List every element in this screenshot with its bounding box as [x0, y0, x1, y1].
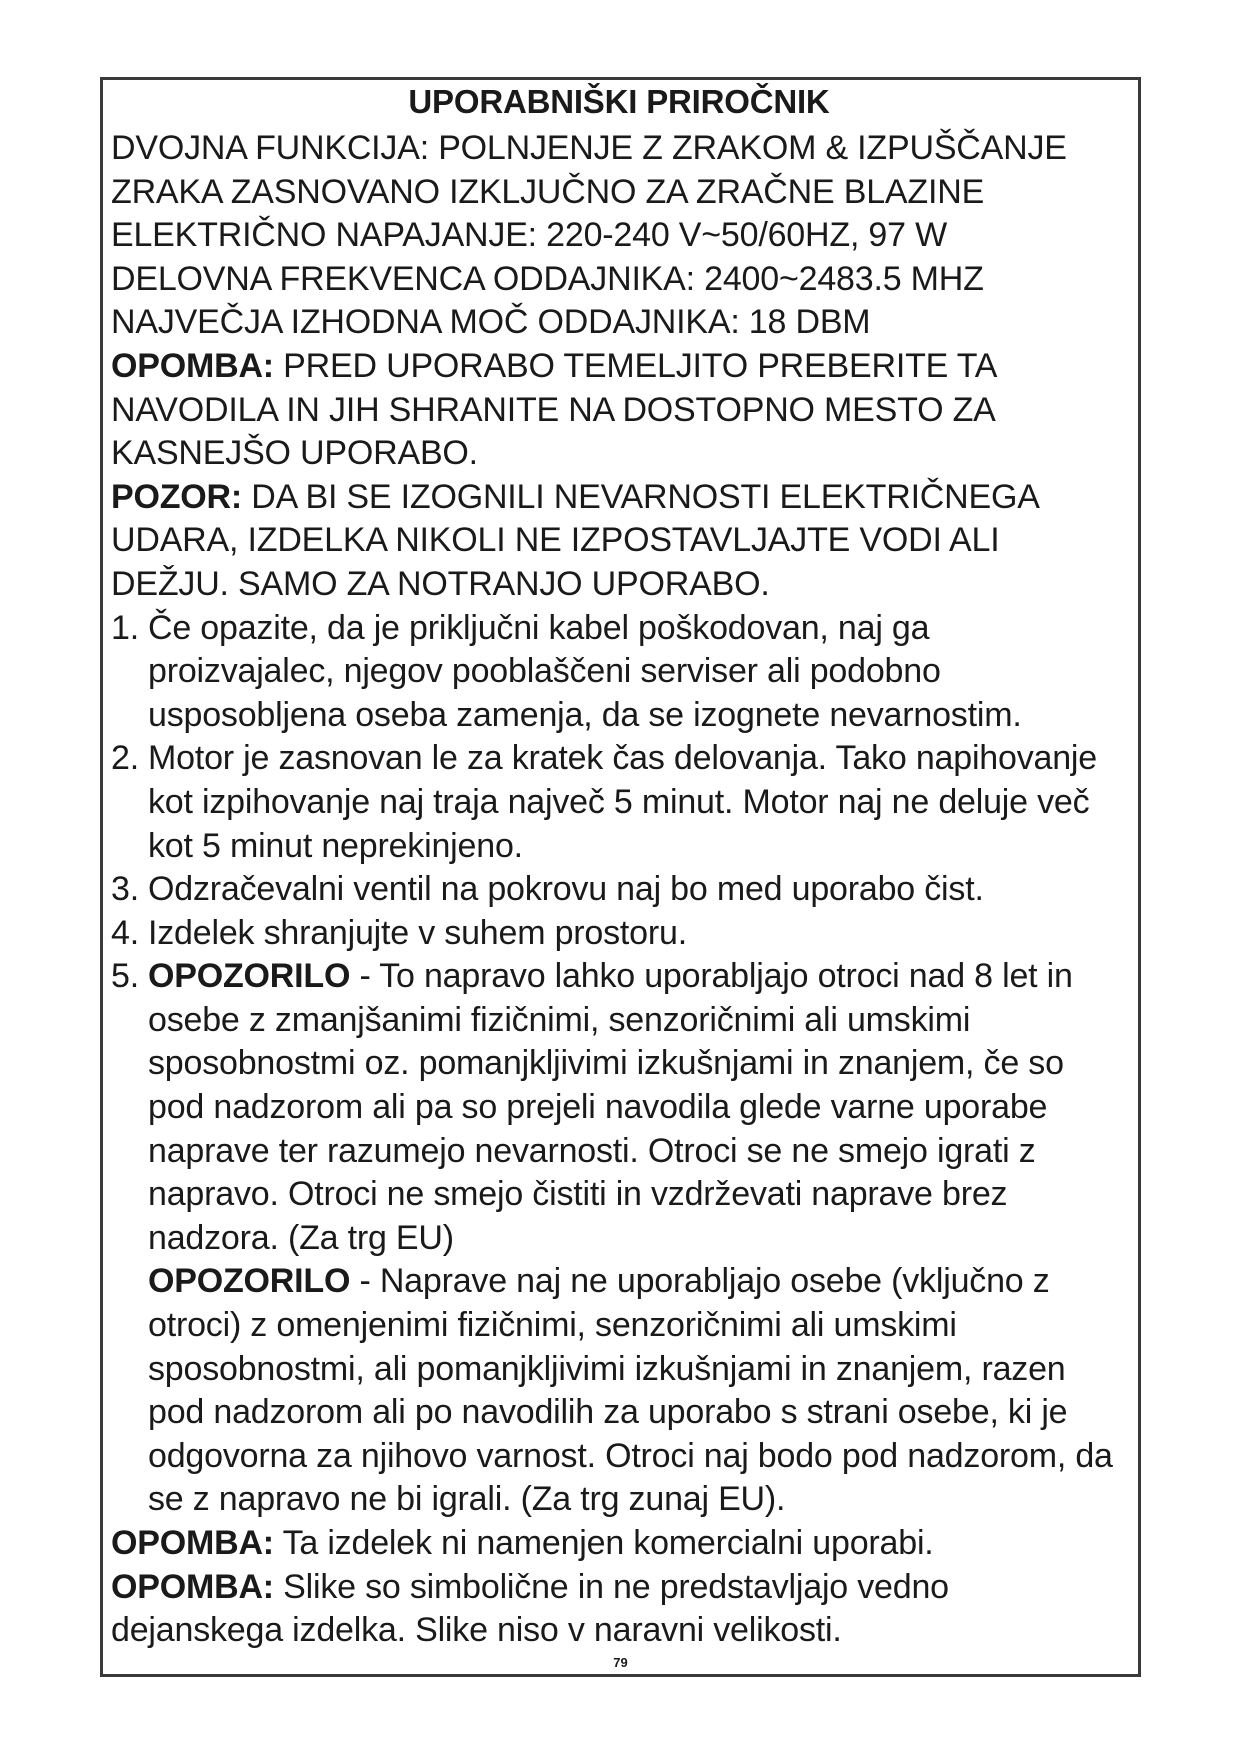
warning-text: otroci) z omenjenimi fizičnimi, senzoričnimi ali umskimi — [148, 1306, 957, 1345]
spec-line: NAJVEČJA IZHODNA MOČ ODDAJNIKA: 18 DBM — [111, 303, 871, 342]
list-number: 2. — [111, 739, 139, 778]
list-item-text: Odzračevalni ventil na pokrovu naj bo med uporabo čist. — [148, 870, 984, 909]
warning-text: napravo. Otroci ne smejo čistiti in vzdrževati naprave brez — [148, 1175, 1008, 1214]
caution-label: POZOR: — [111, 477, 243, 516]
warning-text: naprave ter razumejo nevarnosti. Otroci se ne smejo igrati z — [148, 1131, 1036, 1170]
list-number: 4. — [111, 913, 139, 952]
list-item-5 — [111, 955, 1141, 1522]
list-number: 5. — [111, 957, 139, 996]
spec-line: ELEKTRIČNO NAPAJANJE: 220-240 V~50/60HZ, 97 W — [111, 216, 947, 255]
list-item-1 — [111, 607, 1141, 738]
warning-text: - To napravo lahko uporabljajo otroci nad 8 let in — [350, 957, 1073, 996]
spec-line: DVOJNA FUNKCIJA: POLNJENJE Z ZRAKOM & IZPUŠČANJE — [111, 129, 1067, 167]
note-text: NAVODILA IN JIH SHRANITE NA DOSTOPNO MESTO ZA — [111, 390, 996, 429]
list-item-text: Motor je zasnovan le za kratek čas delovanja. Tako napihovanje — [148, 739, 1097, 778]
list-item-text: kot 5 minut neprekinjeno. — [148, 826, 523, 865]
list-number: 3. — [111, 870, 139, 909]
list-item-text: Izdelek shranjujte v suhem prostoru. — [148, 913, 687, 952]
warning-text: sposobnostmi, ali pomanjkljivimi izkušnjami in znanjem, razen — [148, 1349, 1066, 1388]
warning-text: pod nadzorom ali pa so prejeli navodila glede varne uporabe — [148, 1088, 1048, 1127]
warning-text: sposobnostmi oz. pomanjkljivimi izkušnjami in znanjem, če so — [148, 1044, 1064, 1083]
spec-line: ZRAKA ZASNOVANO IZKLJUČNO ZA ZRAČNE BLAZINE — [111, 172, 985, 211]
warning-text: - Naprave naj ne uporabljajo osebe (vključno z — [350, 1262, 1050, 1301]
list-item-text: Če opazite, da je priključni kabel poškodovan, naj ga — [148, 608, 930, 647]
caution-text: UDARA, IZDELKA NIKOLI NE IZPOSTAVLJAJTE VODI ALI — [111, 521, 1000, 560]
caution-text: DA BI SE IZOGNILI NEVARNOSTI ELEKTRIČNEGA — [242, 477, 1040, 516]
note-read-instructions — [111, 345, 1141, 476]
list-item-text: usposobljena oseba zamenja, da se izognete nevarnostim. — [148, 695, 1022, 734]
note-text: PRED UPORABO TEMELJITO PREBERITE TA — [273, 346, 998, 385]
warning-label: OPOZORILO — [148, 957, 351, 996]
note-text: Ta izdelek ni namenjen komercialni uporabi. — [273, 1524, 934, 1562]
warning-text: se z napravo ne bi igrali. (Za trg zunaj EU). — [148, 1480, 786, 1519]
warning-text: nadzora. (Za trg EU) — [148, 1218, 454, 1257]
note-label: OPOMBA: — [111, 1567, 274, 1606]
note-symbolic-images — [111, 1566, 1141, 1653]
list-item-2 — [111, 737, 1141, 868]
caution-text: DEŽJU. SAMO ZA NOTRANJO UPORABO. — [111, 564, 770, 603]
page-title: UPORABNIŠKI PRIROČNIK — [408, 83, 830, 120]
note-text: KASNEJŠO UPORABO. — [111, 434, 478, 473]
note-label: OPOMBA: — [111, 346, 274, 385]
warning-text: osebe z zmanjšanimi fizičnimi, senzoričnimi ali umskimi — [148, 1000, 971, 1039]
warning-text: odgovorna za njihovo varnost. Otroci naj bodo pod nadzorom, da — [148, 1436, 1113, 1475]
manual-content — [111, 77, 1141, 1653]
spec-line: DELOVNA FREKVENCA ODDAJNIKA: 2400~2483.5 MHZ — [111, 259, 984, 298]
list-number: 1. — [111, 608, 139, 647]
note-text: dejanskega izdelka. Slike niso v naravni velikosti. — [111, 1611, 842, 1650]
list-item-4 — [111, 912, 1141, 956]
warning-text: pod nadzorom ali po navodilih za uporabo s strani osebe, ki je — [148, 1393, 1068, 1432]
list-item-text: kot izpihovanje naj traja največ 5 minut. Motor naj ne deluje več — [148, 782, 1090, 821]
note-text: Slike so simbolične in ne predstavljajo vedno — [273, 1567, 949, 1606]
page-number: 79 — [613, 1655, 628, 1670]
list-item-3 — [111, 868, 1141, 912]
note-label: OPOMBA: — [111, 1524, 274, 1562]
warning-label: OPOZORILO — [148, 1262, 351, 1301]
note-commercial-use — [111, 1522, 1141, 1566]
caution-electric-shock — [111, 476, 1141, 607]
list-item-text: proizvajalec, njegov pooblaščeni serviser ali podobno — [148, 652, 941, 691]
